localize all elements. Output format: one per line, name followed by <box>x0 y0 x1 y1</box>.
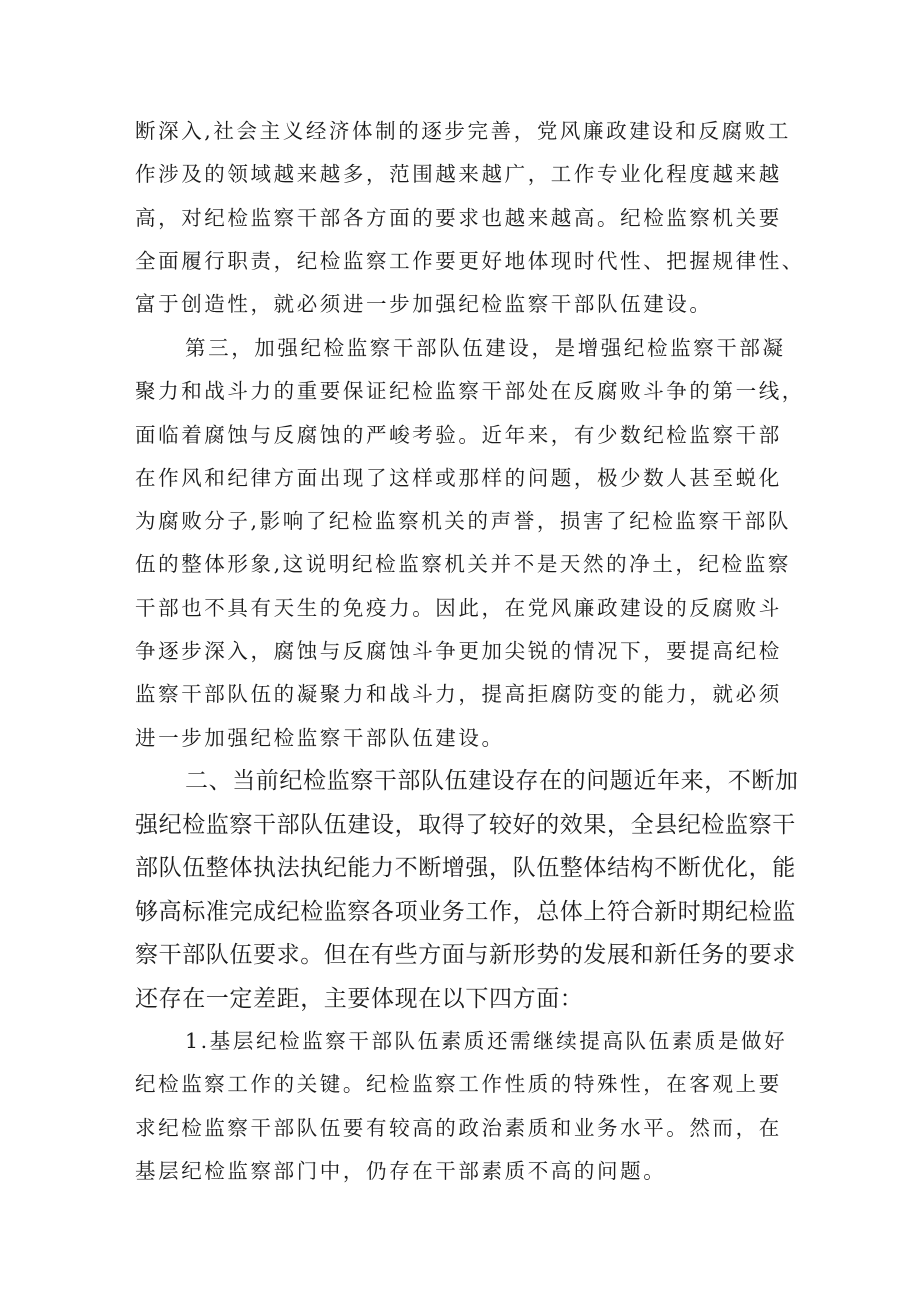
text-line: 作涉及的领域越来越多，范围越来越广，工作专业化程度越来越 <box>135 162 782 187</box>
text-line: 在作风和纪律方面出现了这样或那样的问题，极少数人甚至蜕化 <box>135 465 782 490</box>
section-two-heading-paragraph <box>135 760 799 1021</box>
text-line: 二、当前纪检监察干部队伍建设存在的问题近年来，不断加 <box>185 768 799 794</box>
text-line: 第三，加强纪检监察干部队伍建设，是增强纪检监察干部凝 <box>185 336 786 360</box>
text-line: 富于创造性，就必须进一步加强纪检监察干部队伍建设。 <box>135 292 713 317</box>
paragraph-third <box>135 327 805 760</box>
text-line: 强纪检监察干部队伍建设，取得了较好的效果，全县纪检监察干 <box>135 811 796 838</box>
text-line: 够高标准完成纪检监察各项业务工作，总体上符合新时期纪检监 <box>135 898 796 925</box>
text-line: 求纪检监察干部队伍要有较高的政治素质和业务水平。然而，在 <box>135 1115 782 1140</box>
text-line: 察干部队伍要求。但在有些方面与新形势的发展和新任务的要求 <box>135 942 796 968</box>
text-line: 面临着腐蚀与反腐蚀的严峻考验。近年来，有少数纪检监察干部 <box>135 422 782 447</box>
text-line: 干部也不具有天生的免疫力。因此，在党风廉政建设的反腐败斗 <box>135 595 782 620</box>
text-line: 还存在一定差距，主要体现在以下四方面： <box>135 985 584 1012</box>
text-line: 聚力和战斗力的重要保证纪检监察干部处在反腐败斗争的第一线， <box>135 379 805 404</box>
continuation-paragraph <box>135 110 805 326</box>
text-line: 伍的整体形象,这说明纪检监察机关并不是天然的净土，纪检监察 <box>135 552 791 577</box>
text-line: 基层纪检监察部门中，仍存在干部素质不高的问题。 <box>135 1158 667 1183</box>
text-line: 断深入,社会主义经济体制的逐步完善，党风廉政建设和反腐败工 <box>135 119 791 143</box>
text-line: 部队伍整体执法执纪能力不断增强，队伍整体结构不断优化，能 <box>135 855 796 881</box>
text-line: 1.基层纪检监察干部队伍素质还需继续提高队伍素质是做好 <box>185 1029 788 1053</box>
text-line: 争逐步深入，腐蚀与反腐蚀斗争更加尖锐的情况下，要提高纪检 <box>135 639 782 664</box>
text-line: 全面履行职责，纪检监察工作要更好地体现时代性、把握规律性、 <box>135 248 805 273</box>
item-one-paragraph <box>135 1020 795 1193</box>
text-line: 高，对纪检监察干部各方面的要求也越来越高。纪检监察机关要 <box>135 205 782 230</box>
text-line: 纪检监察工作的关键。纪检监察工作性质的特殊性，在客观上要 <box>135 1072 782 1097</box>
text-line: 为腐败分子,影响了纪检监察机关的声誉，损害了纪检监察干部队 <box>135 509 791 534</box>
text-line: 进一步加强纪检监察干部队伍建设。 <box>135 725 505 750</box>
text-line: 监察干部队伍的凝聚力和战斗力，提高拒腐防变的能力，就必须 <box>135 682 782 707</box>
